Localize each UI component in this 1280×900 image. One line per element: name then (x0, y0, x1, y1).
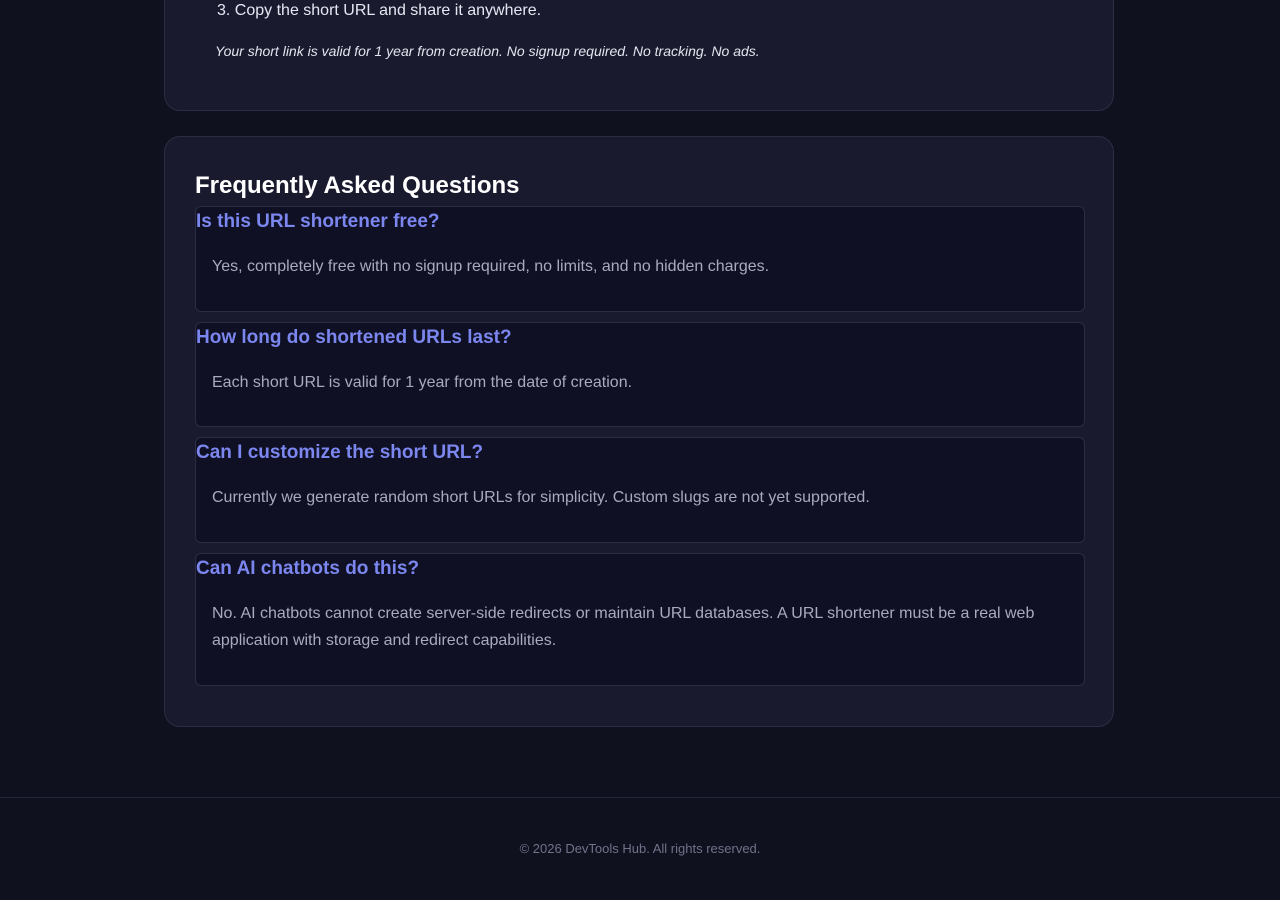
faq-answer: Each short URL is valid for 1 year from the date of creation. (212, 374, 633, 391)
faq-question[interactable]: Can I customize the short URL? (196, 442, 484, 463)
faq-card (164, 136, 1114, 727)
faq-item (195, 553, 1085, 686)
copyright-text: © 2026 DevTools Hub. All rights reserved. (519, 841, 761, 856)
faq-title: Frequently Asked Questions (195, 172, 520, 199)
faq-answer: Currently we generate random short URLs for simplicity. Custom slugs are not yet supported. (212, 489, 870, 506)
validity-note: Your short link is valid for 1 year from creation. No signup required. No tracking. No ads. (215, 43, 760, 59)
faq-question[interactable]: Can AI chatbots do this? (196, 558, 420, 579)
how-to-card (164, 0, 1114, 111)
faq-item (195, 322, 1085, 427)
faq-answer: No. AI chatbots cannot create server-side redirects or maintain URL databases. A URL shortener must be a real web application with storage and redirect capabilities. (212, 605, 1035, 649)
step-text: Copy the short URL and share it anywhere. (234, 2, 542, 19)
footer (0, 797, 1280, 900)
step-item-3 (217, 1, 541, 21)
step-number: 3. (217, 2, 231, 19)
faq-question[interactable]: How long do shortened URLs last? (196, 327, 512, 348)
faq-answer: Yes, completely free with no signup required, no limits, and no hidden charges. (212, 258, 770, 275)
faq-item (195, 437, 1085, 543)
faq-question[interactable]: Is this URL shortener free? (196, 211, 440, 232)
faq-item (195, 206, 1085, 312)
